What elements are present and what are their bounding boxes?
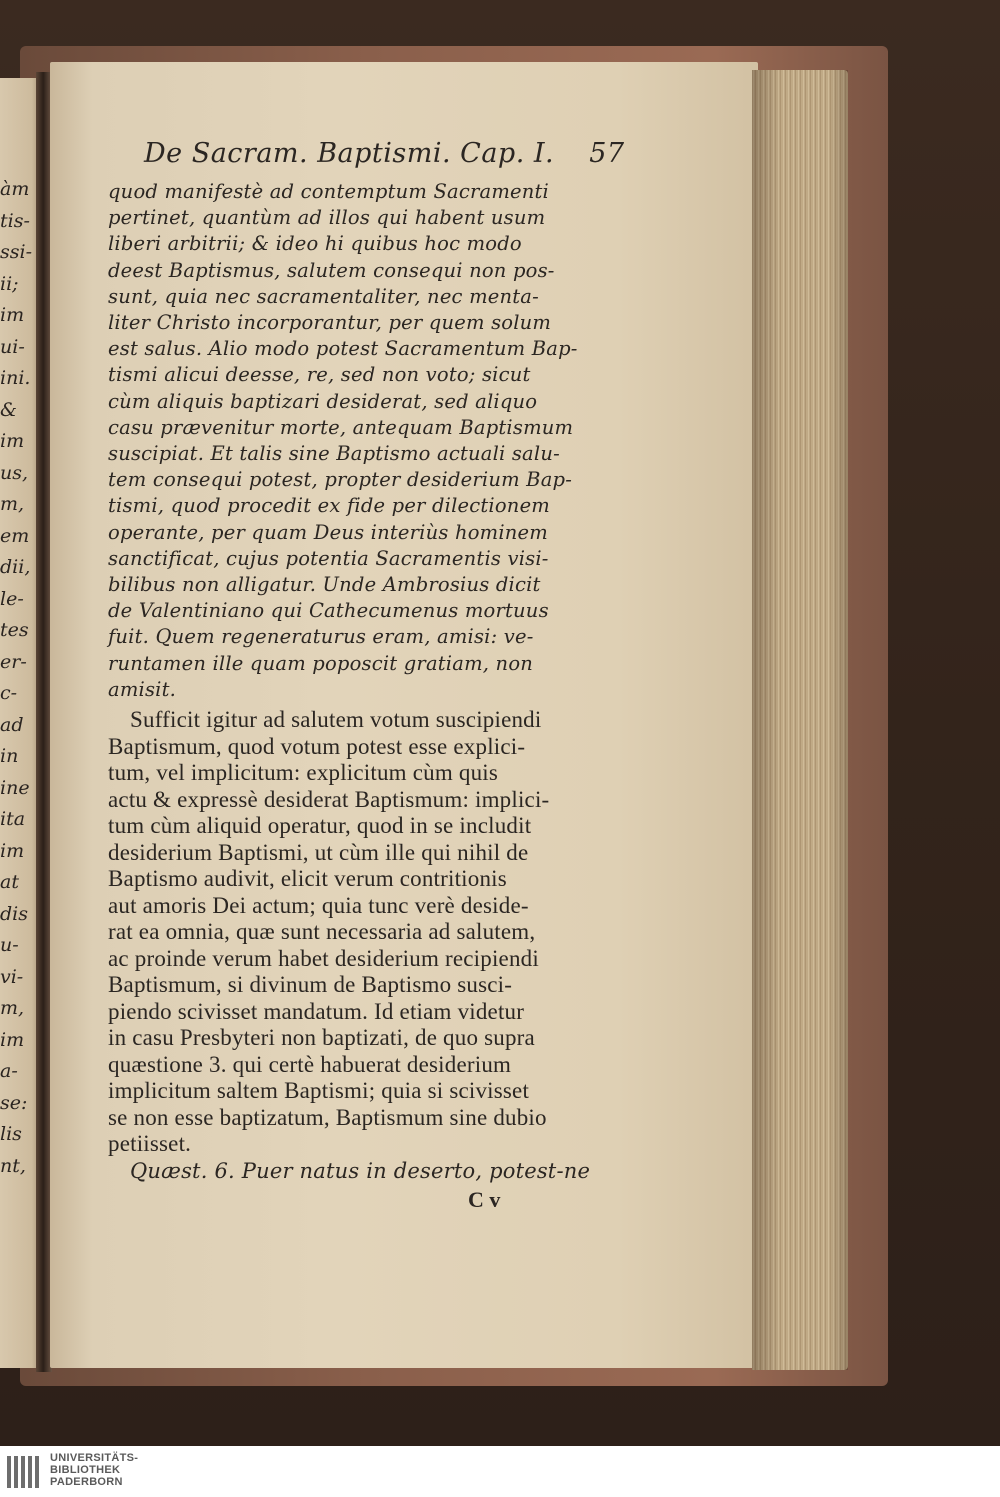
text-line: quæstione 3. qui certè habuerat desiderium: [108, 1051, 512, 1077]
left-page-fragment: ini.: [0, 367, 31, 389]
library-footer: [0, 1446, 1000, 1497]
text-line: deest Baptismus, salutem consequi non pos-: [108, 258, 555, 282]
left-page-fragment: se:: [0, 1091, 28, 1114]
text-line: cùm aliquis baptizari desiderat, sed aliquo: [108, 389, 538, 413]
text-line: sanctificat, cujus potentia Sacramentis visi-: [108, 546, 549, 570]
left-page-fragment: àm: [0, 178, 30, 200]
text-line: ac proinde verum habet desiderium recipiendi: [108, 945, 539, 971]
text-line: amisit.: [108, 677, 177, 701]
left-page-fragment: m,: [0, 493, 25, 515]
text-line: est salus. Alio modo potest Sacramentum Bap-: [108, 337, 578, 361]
text-line: liberi arbitrii; & ideo hi quibus hoc modo: [108, 232, 522, 256]
text-line: aut amoris Dei actum; quia tunc verè deside-: [108, 892, 529, 918]
logo-line-1: UNIVERSITÄTS-: [50, 1452, 139, 1464]
left-page-fragment: us,: [0, 461, 29, 484]
text-line: fuit. Quem regeneraturus eram, amisi: ve-: [108, 625, 534, 649]
question-heading-line: Quæst. 6. Puer natus in deserto, potest-ne: [130, 1158, 591, 1183]
left-page: [0, 78, 40, 1368]
text-line: pertinet, quantùm ad illos qui habent usum: [108, 206, 546, 230]
text-line: casu prævenitur morte, antequam Baptismum: [108, 415, 574, 439]
text-line: actu & expressè desiderat Baptismum: implici-: [108, 786, 550, 812]
left-page-fragment: ii;: [0, 272, 19, 295]
text-line: petiisset.: [108, 1131, 192, 1156]
text-line: Sufficit igitur ad salutem votum suscipiendi: [130, 707, 542, 732]
text-line: Baptismum, quod votum potest esse explici-: [108, 733, 526, 759]
left-page-fragment: ui-: [0, 335, 25, 358]
text-line: bilibus non alligatur. Unde Ambrosius dicit: [108, 573, 541, 596]
left-page-fragment: c-: [0, 682, 18, 704]
left-page-fragment: im: [0, 430, 25, 452]
text-line: de Valentiniano qui Cathecumenus mortuus: [108, 599, 549, 623]
text-line: piendo scivisset mandatum. Id etiam videtur: [108, 998, 525, 1024]
logo-line-2: BIBLIOTHEK: [50, 1464, 121, 1476]
running-header: [144, 140, 625, 167]
page-number: 57: [589, 138, 625, 169]
left-page-fragment: u-: [0, 934, 19, 956]
left-page-fragment: ad: [0, 713, 24, 736]
text-line: rat ea omnia, quæ sunt necessaria ad salutem,: [108, 919, 536, 944]
logo-line-3: PADERBORN: [50, 1476, 123, 1488]
text-line: tem consequi potest, propter desiderium Bap-: [108, 468, 572, 492]
left-page-fragment: tis-: [0, 209, 30, 232]
library-logo-icon: [6, 1454, 44, 1490]
left-page-fragment: tes: [0, 619, 29, 641]
text-line: quod manifestè ad contemptum Sacramenti: [108, 180, 549, 203]
text-line: tum, vel implicitum: explicitum cùm quis: [108, 760, 499, 785]
left-page-fragment: in: [0, 745, 19, 767]
text-line: sunt, quia nec sacramentaliter, nec menta-: [108, 284, 539, 308]
left-page-fragment: ssi-: [0, 241, 32, 263]
text-line: runtamen ille quam poposcit gratiam, non: [108, 651, 534, 675]
left-page-fragment: at: [0, 871, 19, 893]
left-page-fragment: vi-: [0, 965, 24, 988]
left-page-fragment: a-: [0, 1060, 18, 1082]
text-line: liter Christo incorporantur, per quem solum: [108, 311, 552, 334]
text-line: operante, per quam Deus interiùs hominem: [108, 520, 548, 544]
signature-mark: C v: [468, 1187, 501, 1212]
running-header-title: De Sacram. Baptismi. Cap. I.: [144, 138, 555, 169]
text-line: tismi alicui deesse, re, sed non voto; sicut: [108, 363, 531, 387]
left-page-fragment: m,: [0, 997, 25, 1019]
left-page-fragment: ita: [0, 808, 26, 830]
left-page-fragment: dis: [0, 902, 28, 925]
text-line: tismi, quod procedit ex fide per dilectionem: [108, 494, 550, 518]
text-line: tum cùm aliquid operatur, quod in se includit: [108, 813, 532, 838]
left-page-fragment: er-: [0, 650, 27, 673]
left-page-fragment: lis: [0, 1123, 22, 1145]
left-page-fragment: em: [0, 524, 30, 547]
left-page-fragment: &: [0, 398, 17, 421]
text-line: Baptismo audivit, elicit verum contritionis: [108, 866, 507, 891]
left-page-fragment: dii,: [0, 556, 31, 578]
left-page-fragment: le-: [0, 587, 24, 610]
left-page-fragment: im: [0, 1028, 25, 1051]
text-line: Baptismum, si divinum de Baptismo susci-: [108, 972, 513, 997]
text-line: se non esse baptizatum, Baptismum sine dubio: [108, 1104, 547, 1130]
left-page-fragment: ine: [0, 776, 30, 799]
left-page-fragment: im: [0, 304, 25, 326]
text-line: implicitum saltem Baptismi; quia si scivisset: [108, 1078, 530, 1103]
text-line: in casu Presbyteri non baptizati, de quo supra: [108, 1025, 535, 1050]
left-page-fragment: nt,: [0, 1154, 26, 1177]
text-line: desiderium Baptismi, ut cùm ille qui nihil de: [108, 839, 529, 865]
text-line: suscipiat. Et talis sine Baptismo actuali salu-: [108, 442, 560, 465]
library-logo-text: [50, 1452, 138, 1488]
left-page-fragment: im: [0, 839, 25, 862]
